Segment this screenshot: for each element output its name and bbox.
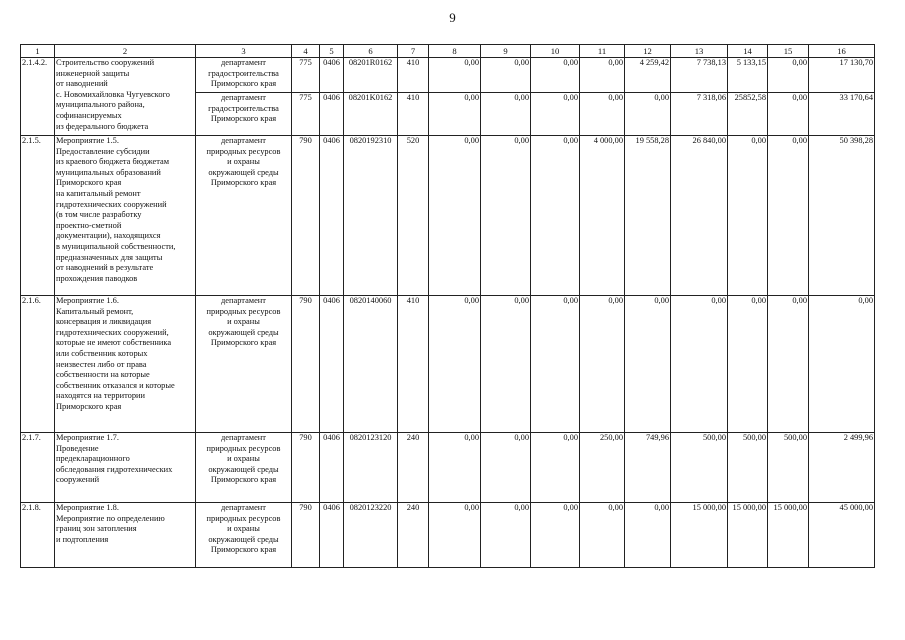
amount-value: 250,00: [599, 433, 623, 442]
amount-value: 0,00: [751, 136, 766, 145]
target-code-cell: [344, 136, 398, 296]
amount-value: 500,00: [783, 433, 807, 442]
target-code-value: 08201K0162: [348, 93, 393, 102]
header-cell: 2: [55, 45, 196, 58]
amount-value: 0,00: [514, 93, 529, 102]
page-number: 9: [449, 10, 456, 25]
amount-value: 4 000,00: [593, 136, 623, 145]
table-row: [21, 503, 875, 568]
amount-value: 0,00: [563, 296, 578, 305]
dept-value: департамент природных ресурсов и охраны окружающей среды Приморского края: [206, 433, 281, 485]
amount-value: 0,00: [514, 58, 529, 67]
amount-cell: [531, 433, 580, 503]
section-code-cell: [320, 433, 344, 503]
expense-type-cell: [398, 296, 429, 433]
amount-cell: [580, 136, 625, 296]
amount-value: 0,00: [711, 296, 726, 305]
dept-value: департамент градостроительства Приморского края: [208, 58, 279, 89]
expense-type-value: 240: [406, 503, 420, 512]
total-cell: [809, 503, 875, 568]
amount-value: 15 000,00: [773, 503, 807, 512]
target-code-value: 0820123220: [349, 503, 392, 512]
amount-value: 0,00: [792, 296, 807, 305]
target-code-cell: [344, 296, 398, 433]
dept-value: департамент градостроительства Приморского края: [208, 93, 279, 124]
amount-cell: [531, 136, 580, 296]
amount-cell: [429, 433, 481, 503]
amount-value: 0,00: [792, 58, 807, 67]
amount-value: 15 000,00: [732, 503, 766, 512]
amount-value: 5 133,15: [736, 58, 766, 67]
total-value: 50 398,28: [839, 136, 873, 145]
dept-cell: [196, 433, 292, 503]
amount-value: 0,00: [563, 136, 578, 145]
amount-cell: [671, 58, 728, 136]
amount-cell: [531, 503, 580, 568]
amount-value: 15 000,00: [692, 503, 726, 512]
amount-value: 26 840,00: [692, 136, 726, 145]
table-row: [21, 433, 875, 503]
measure-name-cell: Мероприятие 1.7. Проведение предекларационного обследования гидротехнических сооружений: [55, 433, 196, 503]
amount-cell: [481, 136, 531, 296]
amount-value: 0,00: [654, 503, 669, 512]
amount-value: 0,00: [464, 433, 479, 442]
header-cell: 14: [728, 45, 768, 58]
target-code-cell: [344, 58, 398, 136]
amount-cell: [671, 296, 728, 433]
header-cell: 12: [625, 45, 671, 58]
expense-type-value: 410: [406, 296, 420, 305]
header-cell: 1: [21, 45, 55, 58]
section-code-value: 0406: [323, 58, 340, 67]
header-cell: 5: [320, 45, 344, 58]
header-cell: 4: [292, 45, 320, 58]
amount-cell: [625, 433, 671, 503]
measure-name-cell: Мероприятие 1.6. Капитальный ремонт, консервация и ликвидация гидротехнических сооружений, которые не имеют собственника или собственник которых неизвестен либо от права собственности на которые собственник отказался и которые находятся на территории Приморского края: [55, 296, 196, 433]
total-value: 33 170,64: [839, 93, 873, 102]
section-code-value: 0406: [323, 503, 340, 512]
row-number-cell: 2.1.7.: [21, 433, 55, 503]
expense-type-cell: [398, 58, 429, 136]
dept-cell: [196, 296, 292, 433]
amount-cell: [671, 136, 728, 296]
gr-code-value: 775: [299, 93, 312, 102]
amount-cell: [768, 503, 809, 568]
total-value: 17 130,70: [839, 58, 873, 67]
total-cell: [809, 136, 875, 296]
amount-value: 0,00: [464, 58, 479, 67]
header-cell: 16: [809, 45, 875, 58]
amount-value: 7 318,06: [696, 93, 726, 102]
total-cell: [809, 296, 875, 433]
amount-cell: [531, 58, 580, 136]
gr-code-value: 790: [299, 433, 312, 442]
dept-cell: [196, 503, 292, 568]
amount-value: 0,00: [514, 503, 529, 512]
gr-code-cell: [292, 58, 320, 136]
header-cell: 3: [196, 45, 292, 58]
amount-cell: [429, 58, 481, 136]
header-cell: 9: [481, 45, 531, 58]
dept-value: департамент природных ресурсов и охраны окружающей среды Приморского края: [206, 136, 281, 188]
budget-table: [20, 44, 875, 568]
expense-type-value: 520: [406, 136, 420, 145]
amount-cell: [429, 503, 481, 568]
amount-cell: [481, 58, 531, 136]
amount-cell: [768, 58, 809, 136]
amount-value: 0,00: [563, 503, 578, 512]
amount-value: 19 558,28: [635, 136, 669, 145]
row-number-cell: 2.1.6.: [21, 296, 55, 433]
total-cell: [809, 433, 875, 503]
amount-value: 0,00: [608, 503, 623, 512]
gr-code-value: 790: [299, 136, 312, 145]
table-row: [21, 136, 875, 296]
header-cell: 10: [531, 45, 580, 58]
amount-cell: [625, 503, 671, 568]
section-code-cell: [320, 136, 344, 296]
target-code-cell: [344, 503, 398, 568]
gr-code-cell: [292, 503, 320, 568]
amount-cell: [728, 136, 768, 296]
amount-cell: [671, 503, 728, 568]
amount-cell: [625, 136, 671, 296]
target-code-value: 0820192310: [349, 136, 392, 145]
row-number-cell: 2.1.4.2.: [21, 58, 55, 136]
amount-value: 0,00: [464, 503, 479, 512]
amount-cell: [671, 433, 728, 503]
amount-value: 0,00: [608, 296, 623, 305]
gr-code-value: 790: [299, 503, 312, 512]
amount-value: 0,00: [654, 93, 669, 102]
section-code-value: 0406: [323, 93, 340, 102]
target-code-value: 0820123120: [349, 433, 392, 442]
dept-cell: [196, 58, 292, 136]
header-cell: 11: [580, 45, 625, 58]
expense-type-value: 410: [406, 93, 420, 102]
header-cell: 7: [398, 45, 429, 58]
amount-value: 7 738,13: [696, 58, 726, 67]
gr-code-cell: [292, 136, 320, 296]
amount-value: 0,00: [792, 136, 807, 145]
measure-name-cell: Мероприятие 1.8. Мероприятие по определению границ зон затопления и подтопления: [55, 503, 196, 568]
section-code-value: 0406: [323, 136, 340, 145]
target-code-value: 0820140060: [349, 296, 392, 305]
amount-value: 0,00: [654, 296, 669, 305]
amount-value: 0,00: [608, 93, 623, 102]
total-value: 2 499,96: [843, 433, 873, 442]
amount-cell: [531, 296, 580, 433]
amount-cell: [580, 296, 625, 433]
amount-value: 0,00: [464, 93, 479, 102]
amount-value: 0,00: [751, 296, 766, 305]
header-row: [21, 45, 875, 58]
amount-cell: [728, 503, 768, 568]
gr-code-cell: [292, 296, 320, 433]
amount-cell: [429, 136, 481, 296]
amount-cell: [625, 296, 671, 433]
gr-code-value: 775: [299, 58, 312, 67]
amount-value: 0,00: [608, 58, 623, 67]
section-code-cell: [320, 503, 344, 568]
target-code-cell: [344, 433, 398, 503]
amount-value: 0,00: [792, 93, 807, 102]
amount-cell: [728, 433, 768, 503]
amount-value: 0,00: [514, 433, 529, 442]
amount-cell: [481, 503, 531, 568]
total-value: 45 000,00: [839, 503, 873, 512]
dept-cell: [196, 136, 292, 296]
amount-value: 500,00: [702, 433, 726, 442]
amount-value: 0,00: [464, 296, 479, 305]
amount-value: 0,00: [563, 433, 578, 442]
row-number-cell: 2.1.5.: [21, 136, 55, 296]
amount-value: 0,00: [514, 136, 529, 145]
expense-type-value: 410: [406, 58, 420, 67]
header-cell: 15: [768, 45, 809, 58]
amount-value: 25852,58: [734, 93, 766, 102]
amount-cell: [768, 136, 809, 296]
amount-cell: [728, 58, 768, 136]
header-cell: 8: [429, 45, 481, 58]
header-cell: 6: [344, 45, 398, 58]
table-row: [21, 296, 875, 433]
amount-value: 500,00: [742, 433, 766, 442]
expense-type-cell: [398, 136, 429, 296]
row-number-cell: 2.1.8.: [21, 503, 55, 568]
expense-type-cell: [398, 503, 429, 568]
amount-cell: [580, 433, 625, 503]
amount-cell: [625, 58, 671, 136]
amount-cell: [768, 433, 809, 503]
section-code-cell: [320, 58, 344, 136]
gr-code-value: 790: [299, 296, 312, 305]
header-cell: 13: [671, 45, 728, 58]
target-code-value: 08201R0162: [348, 58, 393, 67]
amount-cell: [481, 433, 531, 503]
amount-cell: [580, 58, 625, 136]
amount-value: 4 259,42: [639, 58, 669, 67]
amount-cell: [728, 296, 768, 433]
total-value: 0,00: [858, 296, 873, 305]
section-code-cell: [320, 296, 344, 433]
amount-value: 0,00: [464, 136, 479, 145]
expense-type-cell: [398, 433, 429, 503]
amount-cell: [580, 503, 625, 568]
measure-name-cell: Мероприятие 1.5. Предоставление субсидии из краевого бюджета бюджетам муниципальных образований Приморского края на капитальный ремонт гидротехнических сооружений (в том числе разработку проектно-сметной документации), находящихся в муниципальной собственности, предназначенных для защиты от наводнений в результате прохождения паводков: [55, 136, 196, 296]
expense-type-value: 240: [406, 433, 420, 442]
section-code-value: 0406: [323, 296, 340, 305]
amount-value: 0,00: [514, 296, 529, 305]
measure-name-cell: Строительство сооружений инженерной защиты от наводнений с. Новомихайловка Чугуевского муниципального района, софинансируемых из федерального бюджета: [55, 58, 196, 136]
amount-cell: [429, 296, 481, 433]
amount-cell: [768, 296, 809, 433]
amount-value: 749,96: [645, 433, 669, 442]
section-code-value: 0406: [323, 433, 340, 442]
dept-value: департамент природных ресурсов и охраны окружающей среды Приморского края: [206, 296, 281, 348]
dept-value: департамент природных ресурсов и охраны окружающей среды Приморского края: [206, 503, 281, 555]
amount-value: 0,00: [563, 58, 578, 67]
gr-code-cell: [292, 433, 320, 503]
amount-cell: [481, 296, 531, 433]
amount-value: 0,00: [563, 93, 578, 102]
total-cell: [809, 58, 875, 136]
table-row: [21, 58, 875, 136]
